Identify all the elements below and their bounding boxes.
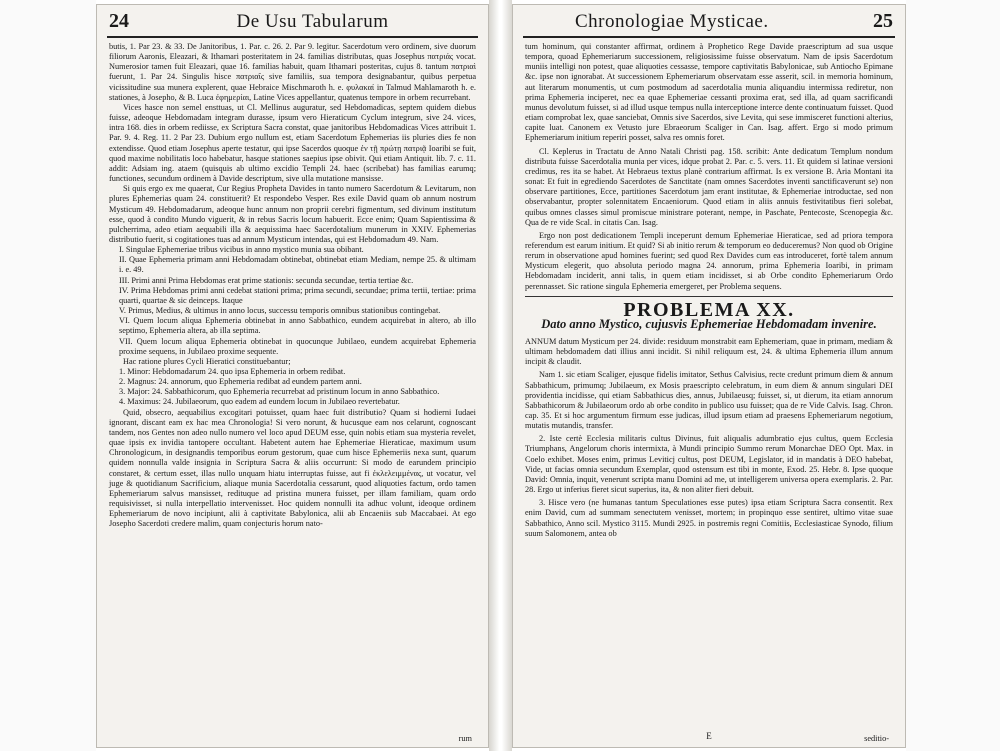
right-running-header — [523, 10, 895, 38]
right-paragraph-1: tum hominum, qui constanter affirmat, ordinem à Prophetico Rege Davide praescriptum ad sua usque tempora, quoad Ephemeriarum successionem, religiosissime fuisse observatum. Nam de ipsis Sacerdotum muniis intelligi non potest, quae aliquoties cessasse, tempore captivitatis Babylonicae, sub Antiocho Epimane &c. ipse non ignorabat. At successionem Ephemeriarum observatam esse asserit, scil. in memoria hominum, aut literarum monumentis, ut cum postmodum ad sacerdotalia munia aliquandiu intermissa rediretur, non prima Ephemeria inciperet, nec ea quae Ephemeriae cessanti proxima erat, sed illa, ad quam sacrificandi munus devolutum fuisset, si ad illud usque tempus nulla interceptione interce dente continuatum fuisset. Quod etiam comprobat lex, quae sanciebat, Omnis sive Sacerdos, sive Levita, qui sese immisceret functioni alterius, capite luat. Canonem ex Vetusto jure Ebraeorum Scaliger in Can. Isag. affert. Ergo si modo primum Ephemeriarum initium reperiri posset, salva res omnis foret. — [525, 42, 893, 143]
right-text-body — [525, 42, 893, 539]
problema-reason-3: 3. Hisce vero (ne humanas tantum Speculationes esse putes) ipsa etiam Scriptura Sacra consentit. Rex enim David, cum ad summam senectutem venisset, mortem; in propinquo esse sentiret, ultimo vitae suae Sabbathico, Anno scil. Mystico 3115. Mundi 2925. in postremis regni Comitiis, Ecclesiasticae Synodo, filium suum Salomonem, antea ob — [525, 498, 893, 538]
problema-reason-2: 2. Iste certè Ecclesia militaris cultus Divinus, fuit aliqualis adumbratio ejus cultus, quem Ecclesia Triumphans, Angelorum choris intermixta, à Mundi principio Summo rerum Monarchae DEO Opt. Max. in Coelo exhibet. Moses enim, primus Leviticj cultus, post DEUM, Legislator, id in mandatis à DEO habebat, Vide, ut facias omnia secundum Exemplar, quod ostensum est tibi in monte, Exod. 25. Hebr. 8. Ipse quoque David: Omnia, inquit, venerunt scripta manu Domini ad me, ut intelligerem universa opera exemplaris. 2. Par. 28. Ergo ut inferius fieret sicut superius, ita, & non aliter fieri debuit. — [525, 434, 893, 495]
problema-title: PROBLEMA XX. — [623, 298, 795, 321]
left-cycle-major: 3. Major: 24. Sabbathicorum, quo Ephemeria recurrebat ad pristinum locum in anno Sabbathico. — [119, 387, 440, 397]
left-item-1: I. Singulae Ephemeriae tribus vicibus in anno mystico munia sua obibant. — [119, 245, 364, 255]
left-cycle-maximus: 4. Maximus: 24. Jubilaeorum, quo eadem ad eundem locum in Jubilaeo revertebatur. — [119, 397, 400, 407]
left-running-head: De Usu Tabularum — [236, 11, 389, 32]
section-rule — [525, 296, 893, 297]
problema-reason-1: Nam 1. sic etiam Scaliger, ejusque fidelis imitator, Sethus Calvisius, recte credunt primum diem & annum Sabbathicum, primumq; Jubilaeum, ex Mosis praescripto celebratum, in eum diem & annum singulari DEI providentia incidisse, qui etiam Sabbathicus dies, annus, Jubilaeusq; fuisset, si, ut dierum, ita etiam annorum Sabbathicorum & Jubilaeorum ordo ab orbe condito in publico usu fuisset; qua de re Vide Calvis. Isag. Chron. cap. 35. Et si hoc argumentum firmum esse judicas, illud ipsum etiam ad praesens Ephemeriarum negotium, mutatis mutandis, transfer. — [525, 370, 893, 431]
left-item-4: IV. Prima Hebdomas primi anni cedebat stationi prima; prima secundi, secundae; prima tertii, tertiae: prima quarti, quartae & sic deinceps. Itaque — [119, 285, 476, 305]
problema-rule-text: ANNUM datum Mysticum per 24. divide: residuum monstrabit eam Ephemeriam, quae in primam, mediam & ultimam hebdomadem dati illius anni incidit. Si nihil reliquum est, 24. & ultima Ephemeria illum annum incipit & claudit. — [525, 336, 893, 367]
problema-subtitle: Dato anno Mystico, cujusvis Ephemeriae Hebdomadam invenire. — [541, 316, 877, 331]
left-item-7: VII. Quem locum aliqua Ephemeria obtinebat in quocunque Jubilaeo, eundem acquirebat Ephemeria proxime sequens, in Jubilaeo proxime sequente. — [119, 336, 476, 356]
left-paragraph-2: Vices hasce non semel ensttuas, ut Cl. Mellinus auguratur, sed Hebdomadicas, septem quidem diebus fuisse, adeoque Hebdomadam integram durasse, ipsum vero Hieraticum Cyclum integrum, sive 24. vices, intra 168. dies in orbem rediisse, ex Scriptura Sacra constat, quae janitoribus Hebdomadicas Vices attribuit 1. Par. 9. 4. Reg. 11. 2 Par 23. Dubium ergo nullum est, etiam Sacerdotum Ephemerias iis pluries dies fe non extendisse. Quod etiam Josephus aperte testatur, qui ipse Sacerdos quoque ἐν τῇ πρώτῃ πατριᾷ Ioaribi se fuit, quod maxime nobilitatis loco habebatur, hasque stationes saepius ipse obivit. Qui etiam Antiquit. lib. 7. c. 11. addit: Adsiam ing. ataem (quisquis ab ultimo excidio Templi 24. haec (scribebat) has familias earumq; functiones, secundum ordinem à Davide descriptum, sive ulla mutatione mansisse. — [109, 102, 476, 184]
book-gutter — [489, 0, 512, 751]
left-cycle-intro: Hac ratione plures Cycli Hieratici constituebantur; — [123, 356, 291, 366]
left-text-body — [109, 42, 476, 530]
right-paragraph-3: Ergo non post dedicationem Templi inceperunt demum Ephemeriae Hieraticae, sed ad priora tempora referendum est earum initium. Et quid? Si ab initio rerum & temporum eo deduceremus? Non quod ob Origine rerum in observatione apud homines fuerint; sed quod Rex Davides cum eas introduceret, fortè talem annum Mysticum elegerit, quo absoluta periodo magna 24. annorum, prima Ephemeria Ioaribi, in primam Hebdomadam inciderit, anni talis, in quem etiam incidisset, si ab Orbe condito Ephemeriarum Ordo perennasset. Sic ratione singula Ephemeria emergeret, per Problema sequens. — [525, 230, 893, 291]
left-item-6: VI. Quem locum aliqua Ephemeria obtinebat in anno Sabbathico, eundem acquirebat in altero, ab illo septimo, Ephemeria altera, ab illa septima. — [119, 316, 476, 336]
left-cycle-magnus: 2. Magnus: 24. annorum, quo Ephemeria redibat ad eundem partem anni. — [119, 377, 362, 387]
scan-margin-right — [906, 0, 1000, 751]
right-running-head: Chronologiae Mysticae. — [575, 11, 769, 32]
left-cycle-minor: 1. Minor: Hebdomadarum 24. quo ipsa Ephemeria in orbem redibat. — [119, 367, 346, 376]
left-item-3: III. Primi anni Prima Hebdomas erat prime stationis: secunda secundae, tertia tertiae &c. — [119, 275, 414, 285]
left-page — [96, 4, 489, 748]
signature-mark: E — [706, 731, 712, 741]
left-item-2: II. Quae Ephemeria primam anni Hebdomadam obtinebat, obtinebat etiam Mediam, nempe 25. & ultimam i. e. 49. — [119, 255, 476, 275]
scan-margin-left — [0, 0, 96, 751]
left-item-5: V. Primus, Medius, & ultimus in anno locus, successu temporis omnibus stationibus contingebat. — [119, 306, 441, 316]
left-page-number: 24 — [109, 10, 129, 32]
left-paragraph-final: Quid, obsecro, aequabilius excogitari potuisset, quam haec fuit distributio? Quam si hodierni Iudaei ignorant, discant eam ex hac mea Chronologia! Si vero norunt, & hucusque eam nos celarunt, cognoscant tandem, nos Gentes non adeo nullo numero vel loco apud DEUM esse, quin nobis etiam sua mysteria revelet, quae ipsis ex invidia tantopere occultant. Habetent autem hae Ephemeriae Hieraticae, maximum usum Chronologicum, in designandis temporibus eorum gestorum, quae cum hisce Ephemeriis nexa sunt, quarum quidem nonnulla valde insignia in Scriptura Sacra & aliis occurrunt: Si modo de earundem principio constaret, & certum esset, illas nullo unquam hiatu interruptas fuisse, aut fi ἐκλελειμμένας, ut vocatur, vel juge & quotidianum Sacrificium, aliaque munia Sacerdotalia cessarunt, quod aliquoties factum, ordo tamen Ephemeriarum salvus mansisset, redituque ad pristina munera fuisset, per illam familiam, quam ordo requisivisset, si nulla interpellatio intervenisset. Hoc quidem nonnulli ita adhuc volunt, ideoque ordinem Ephemeriarum de novo incipiunt, alii à captivitate Babylonica, alii ab Encaeniis sub Maccabaei. At ego Josepho Sacerdoti credere malim, quam conjecturis horum nato- — [109, 407, 476, 529]
right-page — [512, 4, 906, 748]
left-running-header — [107, 10, 478, 38]
right-paragraph-2: Cl. Keplerus in Tractatu de Anno Natali Christi pag. 158. scribit: Ante dedicatum Templum nondum distributa fuisse Sacerdotalia munia per vices, idque probat 2. Par. c. 5. vers. 11. Et quidem si latinae versioni credimus, res ita se habet. At Hebraeus textus planè contrarium affirmat. Is ex versione B. Aria Montani ita sonat: Et fuit in egrediendo Sacerdotes de Sanctitate (nam omnes Sacerdotes inventi sanctificaverunt se) non observare partitiones, Ecce, partitiones Sacerdotum jam erant institutae, & Ephemeriae introductae, sed non observabantur, propter solennitatem Encaeniorum. Quod etiam in aliis annuis festivitatibus fieri solebat, quibus omnes classes simul promiscue ministrare poterant, nempe, in Paschate, Pentecoste, Scenopegia &c. Qua de re vide Scal. in citatis Can. Isag. — [525, 146, 893, 227]
left-paragraph-3: Si quis ergo ex me quaerat, Cur Regius Propheta Davides in tanto numero Sacerdotum & Levitarum, non plures Ephemerias quam 24. constituerit? Et respondebo Vesper. Res exile David quam ob annum nostrum Mysticum 49. Hebdomadarum, adeoque hunc annum non proprii cerebri figmentum, sed divinum institutum esse, quod à condito Mundo viguerit, & in rebus Sacris locum habuerit. Ecce enim; Quam Sapientissima & pulcherrima, adeo etiam aequabili illa & aequissima haec Sacerdotalium munerum in XXIV. Ephemerias distributio fuerit, si cogitationes tuas ad annum Mysticum intendas, qui est Hebdomadum 49. Nam. — [109, 184, 476, 244]
right-catchword: seditio- — [864, 734, 889, 743]
left-paragraph-1: butis, 1. Par 23. & 33. De Janitoribus, 1. Par. c. 26. 2. Par 9. legitur. Sacerdotum vero ordinem, sive duorum filiorum Aaronis, Eleazari, & Ithamari posteritatem in 24. familias distributas, quas Josephus πατριάς vocat. Numerosior tamen fuit Eleazari, quae 16. familias habuit, quam Ithamari posteritas, cujus 8. tantum πατριαὶ fuerunt, 1. Par 24. Singulis hisce πατριαῖς sive familiis, sua tempora designabantur, quibus perpetua vicissitudine sua munera explerent, quae Hebraice Mischmaroth h. e. φυλακαί in Talmud Mahlamaroth h. e. stationes, à Josepho, & B. Luca ἐφημερίαι, Latine Vices appellantur, quatenus tempore in orbem recurrebant. — [109, 42, 476, 102]
left-catchword: rum — [458, 734, 472, 743]
right-page-number: 25 — [873, 10, 893, 32]
